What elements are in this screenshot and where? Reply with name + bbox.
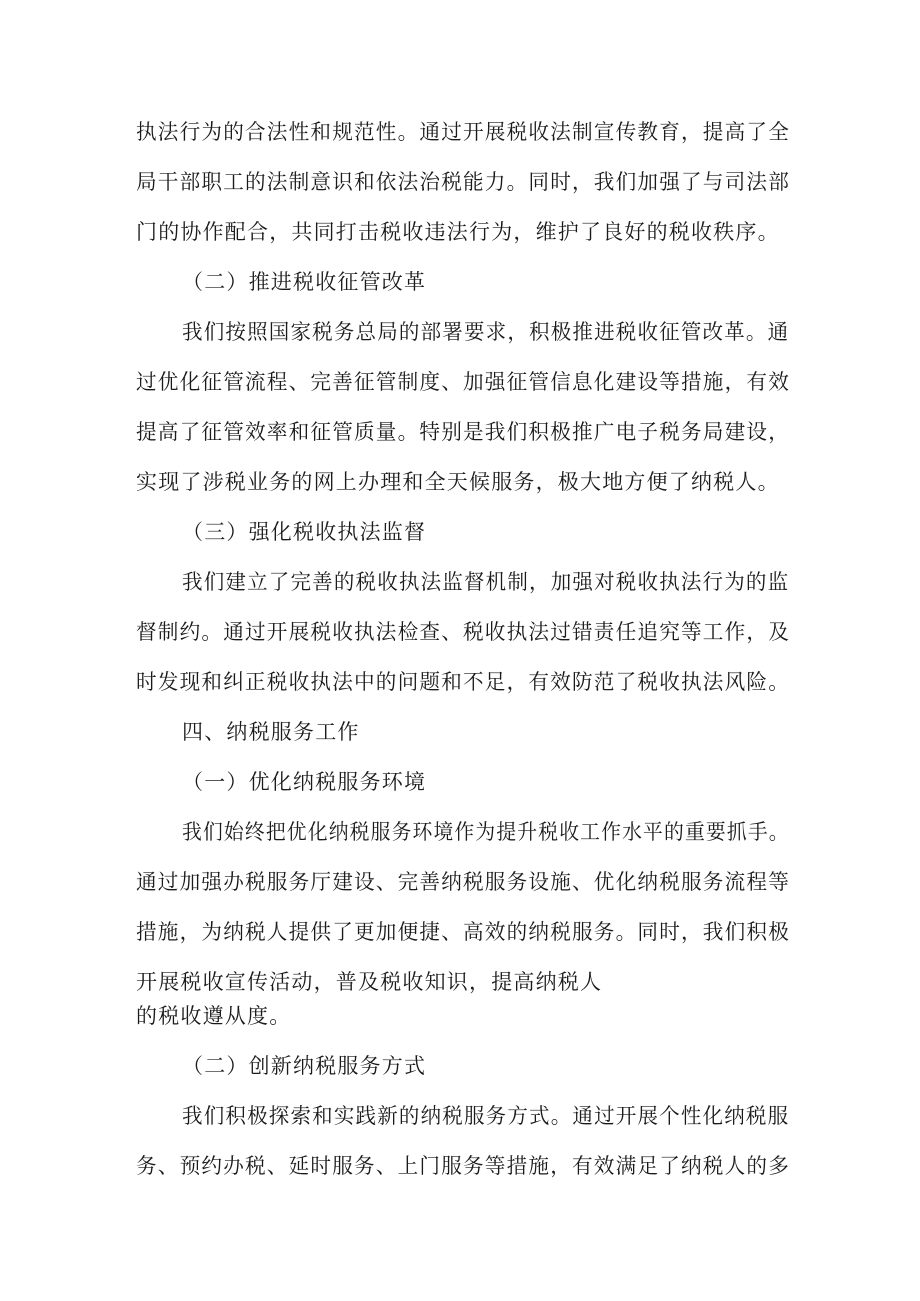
text-line: 我们始终把优化纳税服务环境作为提升税收工作水平的重要抓手。 (182, 820, 790, 844)
section-heading: （二）推进税收征管改革 (182, 270, 427, 294)
text-line: 我们积极探索和实践新的纳税服务方式。通过开展个性化纳税服 (182, 1104, 790, 1128)
section-heading: （二）创新纳税服务方式 (182, 1054, 427, 1078)
text-line: 措施，为纳税人提供了更加便捷、高效的纳税服务。同时，我们积极 (136, 920, 791, 944)
section-heading: （一）优化纳税服务环境 (182, 770, 427, 794)
text-line: 督制约。通过开展税收执法检查、税收执法过错责任追究等工作，及 (136, 620, 791, 644)
text-line: 我们建立了完善的税收执法监督机制，加强对税收执法行为的监 (182, 570, 790, 594)
text-line: 局干部职工的法制意识和依法治税能力。同时，我们加强了与司法部 (136, 170, 791, 194)
text-line: 时发现和纠正税收执法中的问题和不足，有效防范了税收执法风险。 (136, 670, 791, 694)
text-line: 务、预约办税、延时服务、上门服务等措施，有效满足了纳税人的多 (136, 1154, 791, 1178)
text-line: 我们按照国家税务总局的部署要求，积极推进税收征管改革。通 (182, 320, 790, 344)
text-line: 门的协作配合，共同打击税收违法行为，维护了良好的税收秩序。 (136, 220, 780, 244)
text-line: 过优化征管流程、完善征管制度、加强征管信息化建设等措施，有效 (136, 370, 791, 394)
section-title: 四、纳税服务工作 (182, 720, 360, 744)
text-line: 实现了涉税业务的网上办理和全天候服务，极大地方便了纳税人。 (136, 470, 780, 494)
section-heading: （三）强化税收执法监督 (182, 520, 427, 544)
text-line: 提高了征管效率和征管质量。特别是我们积极推广电子税务局建设， (136, 420, 791, 444)
text-line: 执法行为的合法性和规范性。通过开展税收法制宣传教育，提高了全 (136, 120, 791, 144)
text-line: 的税收遵从度。 (136, 1004, 292, 1028)
text-line: 开展税收宣传活动，普及税收知识，提高纳税人 (136, 970, 603, 994)
text-line: 通过加强办税服务厅建设、完善纳税服务设施、优化纳税服务流程等 (136, 870, 791, 894)
